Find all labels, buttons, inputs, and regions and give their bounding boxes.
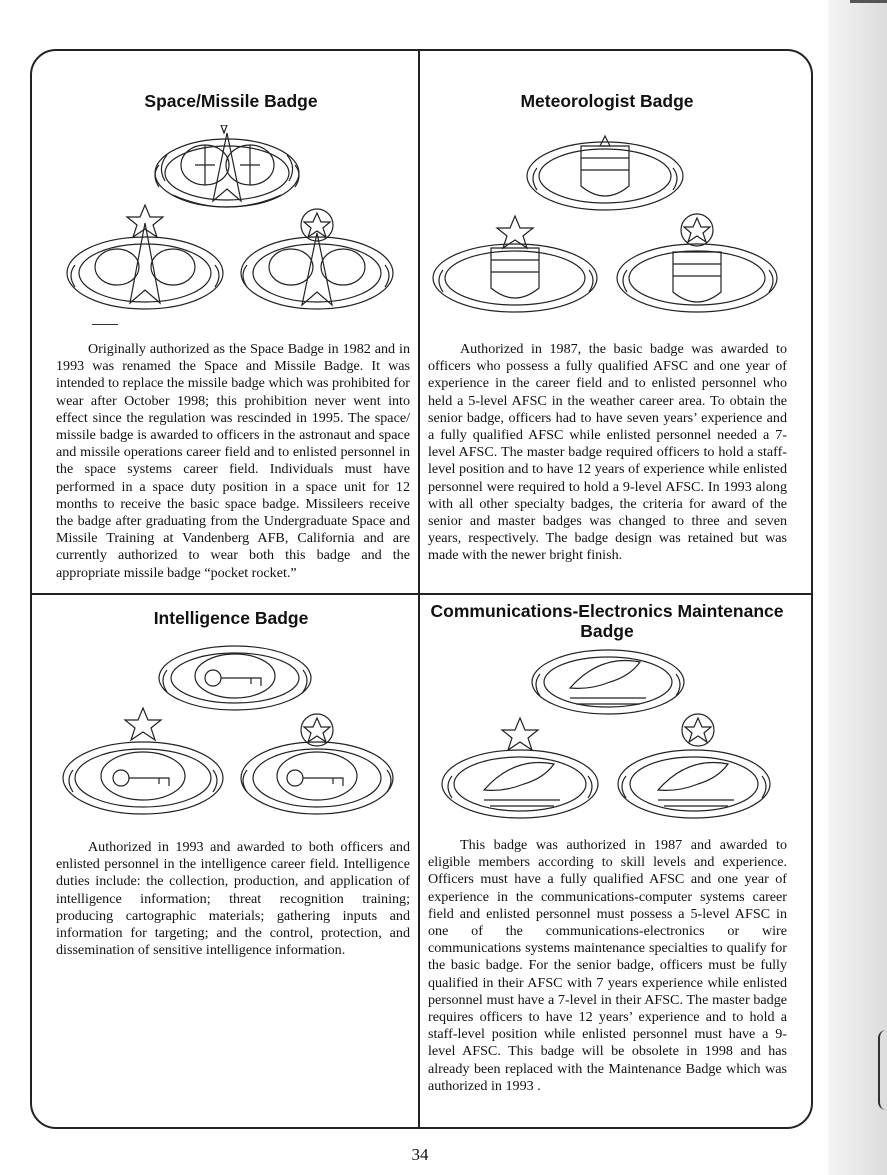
space-missile-badge-text: Originally authorized as the Space Badge in 1982 and in 1993 was renamed the Space and Missile Badge. It was intended to replace the missile badge which was prohibited for wear after October 1998; this prohibition never went into effect since the regulation was rescinded in 1995. The space/ missile badge is awarded to officers in the astronaut and space and missile operations career field and to enlisted personnel in the space systems career field. Individuals must have performed in a space duty position in a space unit for 12 months to receive the basic space badge. Missileers receive the badge after graduating from the Undergraduate Space and Missile Training at Vandenberg AFB, California and are currently authorized to wear both this badge and the appropriate missile badge “pocket rocket.” bbox=[56, 341, 410, 581]
intelligence-badge-text: Authorized in 1993 and awarded to both officers and enlisted personnel in the intelligence career field. Intelligence duties include: the collection, production, and application of intelligence information; threat recognition training; producing cartographic materials; gathering inputs and information for targeting; and the control, protection, and dissemination of sensitive intelligence information. bbox=[56, 839, 410, 959]
page-edge-mark bbox=[878, 1030, 886, 1110]
decorative-rule bbox=[92, 324, 118, 325]
meteorologist-badge-text: Authorized in 1987, the basic badge was awarded to officers who possess a fully qualified AFSC and one year of experience in the career field and to enlisted personnel who held a 5-level AFSC in the weather career area. To obtain the senior badge, officers had to have seven years’ experience and a fully qualified AFSC while enlisted personnel needed a 7-level AFSC. The master badge required officers to hold a staff-level position and to have 12 years of experience while enlisted personnel were required to hold a 9-level AFSC. In 1993 along with all other specialty badges, the criteria for award of the senior and master badges was changed to three and seven years, respectively. The badge design was retained but was made with the newer bright finish. bbox=[428, 341, 787, 564]
communications-electronics-badge-text: This badge was authorized in 1987 and awarded to eligible members according to skill levels and experience. Officers must have a fully qualified AFSC and one year of experience in the communications-computer systems career field and enlisted personnel must possess a 5-level AFSC in one of the communications-electronics or wire communications systems maintenance specialties to qualify for the basic badge. For the senior badge, officers must be fully qualified in their AFSC with 7 years experience while enlisted personnel must have a 7-level in their AFSC. The master badge requires officers to have 12 years’ experience and to hold a staff-level position while enlisted personnel must have a 9-level AFSC. This badge will be obsolete in 1998 and has already been replaced with the Maintenance Badge which was authorized in 1993 . bbox=[428, 837, 787, 1094]
communications-electronics-badge-title: Communications-Electronics Maintenance Badge bbox=[430, 601, 784, 641]
communications-electronics-badge-icon bbox=[440, 642, 780, 830]
page-edge-rule bbox=[850, 0, 887, 3]
meteorologist-badge-icon bbox=[425, 128, 787, 328]
space-missile-badge-title: Space/Missile Badge bbox=[144, 91, 318, 111]
page-number: 34 bbox=[411, 1145, 429, 1164]
meteorologist-badge-title: Meteorologist Badge bbox=[520, 91, 694, 111]
space-missile-badge-icon bbox=[55, 125, 400, 330]
row-divider bbox=[31, 593, 812, 595]
intelligence-badge-icon bbox=[55, 636, 400, 828]
page-edge-shadow bbox=[828, 0, 887, 1175]
column-divider bbox=[418, 50, 420, 1129]
intelligence-badge-title: Intelligence Badge bbox=[153, 608, 309, 628]
